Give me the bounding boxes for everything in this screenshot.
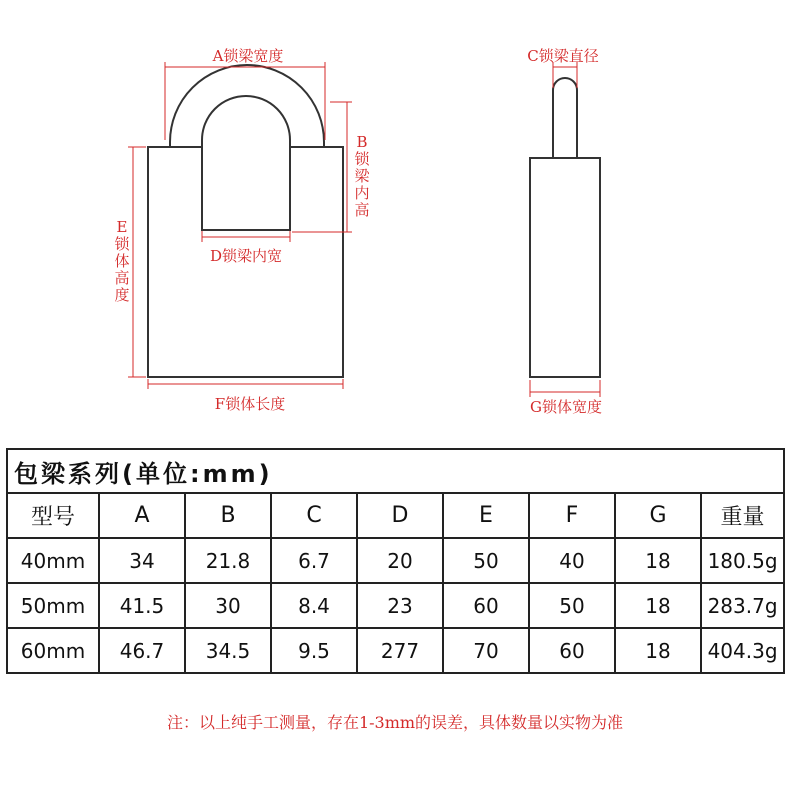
table-cell: 20 — [357, 538, 443, 583]
shackle-side — [553, 78, 577, 158]
table-cell: 40 — [529, 538, 615, 583]
table-cell: 21.8 — [185, 538, 271, 583]
label-b-char: 锁 — [354, 150, 370, 168]
label-b-char: 内 — [354, 184, 370, 202]
table-cell: 9.5 — [271, 628, 357, 673]
shackle-inner — [202, 96, 290, 147]
col-header-c: C — [271, 493, 357, 538]
label-e — [114, 218, 130, 304]
col-header-f: F — [529, 493, 615, 538]
col-header-b: B — [185, 493, 271, 538]
table-cell: 23 — [357, 583, 443, 628]
padlock-side-body — [530, 158, 600, 377]
table-cell: 6.7 — [271, 538, 357, 583]
table-cell: 40mm — [7, 538, 99, 583]
table-cell: 277 — [357, 628, 443, 673]
col-header-e: E — [443, 493, 529, 538]
label-e-char: 度 — [114, 286, 130, 304]
table-header-row — [7, 493, 784, 538]
col-header-model: 型号 — [7, 493, 99, 538]
table-cell: 283.7g — [701, 583, 784, 628]
table-cell: 8.4 — [271, 583, 357, 628]
table-cell: 46.7 — [99, 628, 185, 673]
table-cell: 60mm — [7, 628, 99, 673]
label-a: A锁梁宽度 — [212, 47, 284, 65]
table-cell: 50 — [529, 583, 615, 628]
table-row — [7, 583, 784, 628]
label-e-char: 锁 — [114, 235, 130, 253]
table-cell: 404.3g — [701, 628, 784, 673]
label-g: G锁体宽度 — [530, 398, 602, 416]
table-cell: 180.5g — [701, 538, 784, 583]
label-b-char: B — [356, 133, 368, 151]
measurement-note: 注：以上纯手工测量，存在1-3mm的误差，具体数量以实物为准 — [166, 713, 624, 732]
label-b-char: 梁 — [354, 167, 370, 185]
label-f: F锁体长度 — [214, 395, 286, 413]
col-header-a: A — [99, 493, 185, 538]
padlock-side-view — [530, 78, 600, 377]
table-cell: 30 — [185, 583, 271, 628]
table-cell: 18 — [615, 628, 701, 673]
table-cell: 60 — [443, 583, 529, 628]
table-cell: 41.5 — [99, 583, 185, 628]
table-cell: 18 — [615, 538, 701, 583]
table-row — [7, 628, 784, 673]
table-row — [7, 538, 784, 583]
label-e-char: 高 — [114, 269, 130, 287]
label-b-char: 高 — [354, 201, 370, 219]
table-cell: 34 — [99, 538, 185, 583]
table-title: 包梁系列(单位:mm) — [7, 449, 784, 493]
table-cell: 50 — [443, 538, 529, 583]
spec-table — [6, 448, 785, 674]
col-header-d: D — [357, 493, 443, 538]
label-e-char: 体 — [114, 252, 130, 270]
label-c: C锁梁直径 — [527, 47, 599, 65]
padlock-front-view — [148, 65, 343, 377]
col-header-weight: 重量 — [701, 493, 784, 538]
table-cell: 50mm — [7, 583, 99, 628]
table-cell: 18 — [615, 583, 701, 628]
shackle-outer — [170, 65, 324, 147]
table-cell: 34.5 — [185, 628, 271, 673]
label-e-char: E — [116, 218, 128, 236]
label-d: D锁梁内宽 — [209, 247, 283, 265]
table-cell: 70 — [443, 628, 529, 673]
table-cell: 60 — [529, 628, 615, 673]
col-header-g: G — [615, 493, 701, 538]
label-b — [354, 133, 370, 219]
